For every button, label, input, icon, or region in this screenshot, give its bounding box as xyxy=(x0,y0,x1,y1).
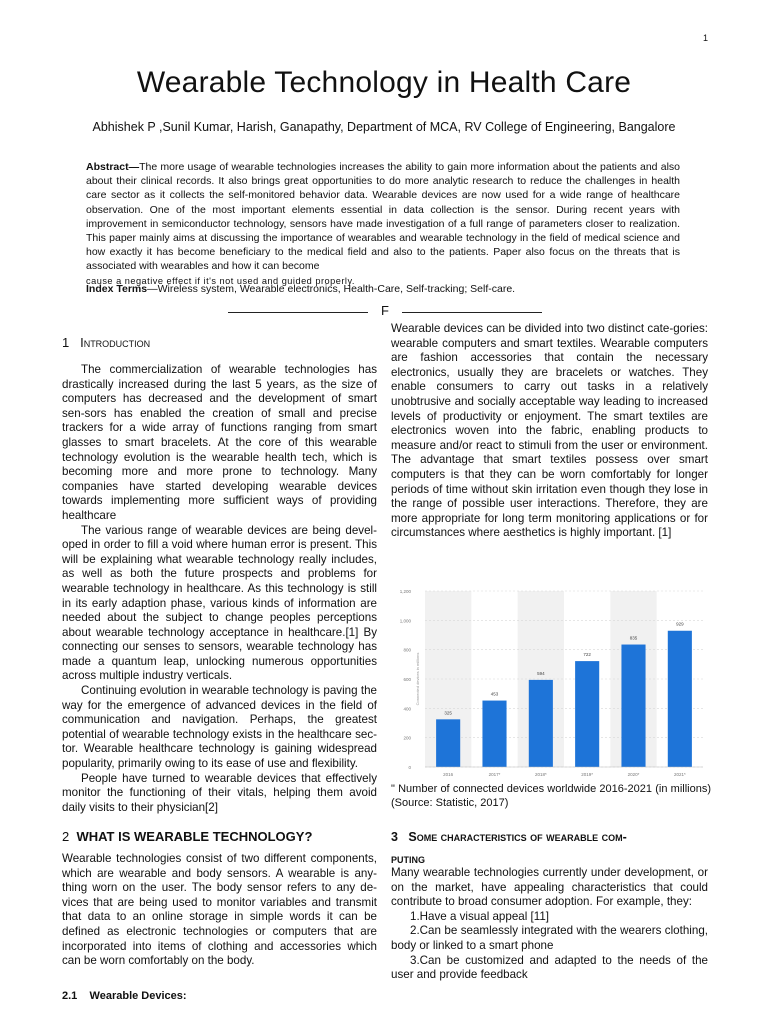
chart-caption-text: " Number of connected devices worldwide 2016-2021 (in millions) (Source: Statistic, 2017) xyxy=(391,783,711,809)
index-terms-label: Index Terms xyxy=(86,283,148,295)
characteristics-item: 1.Have a visual appeal [11] xyxy=(410,909,549,923)
intro-paragraph: The various range of wearable devices are being devel-oped in order to fill a void where human error is present. This will be explaining what wearable technology really includes, as well as both the future prospects and problems for wearable technology in healthcare. As this technology is still in its early adaption phase, various kinds of information are needed about the subject to change peoples perceptions about wearable technology acceptance in healthcare.[1] By connecting our senses to sensors, wearable technology has made a quantum leap, unlocking numerous opportunities across multiple industry verticals. xyxy=(62,523,377,683)
wearable-devices-title: Wearable Devices: xyxy=(89,990,187,1002)
chart-y-tick-label: 800 xyxy=(403,647,411,653)
devices-categories-body xyxy=(391,322,708,541)
divider-line-right xyxy=(402,312,542,313)
page-number: 1 xyxy=(702,33,708,43)
chart-data-label: 325 xyxy=(444,710,452,716)
devices-categories-paragraph: Wearable devices can be divided into two distinct cate-gories: wearable computers and smart textiles. Wearable computers are fashion accessories that contain the necessary electronics, usually they are bracelets or watches. They enable consumers to carry out tasks in a relatively unobtrusive and socially acceptable way leading to increased levels of productivity or enjoyment. The smart textiles are electronics woven into the fabric, enabling products to measure and/or react to stimuli from the user or environment. The advantage that smart textiles possess over smart computers is that they can be worn comfortably for longer periods of time without skin irritation even though they lose in the range of possible user interactions. Therefore, they are more appropriate for long term monitoring applications or for circumstances where aesthetics is highly important. [1] xyxy=(391,322,708,540)
abstract xyxy=(86,160,680,288)
abstract-label: Abstract— xyxy=(86,161,140,173)
what-is-number: 2 xyxy=(62,829,70,844)
chart-data-label: 453 xyxy=(490,691,499,697)
paper-title: Wearable Technology in Health Care xyxy=(136,66,632,99)
chart-caption xyxy=(391,782,711,810)
wearable-devices-heading xyxy=(62,990,187,1002)
characteristics-intro: Many wearable technologies currently under development, or on the market, have appealing characteristics that could contribute to broad consumer adoption. For example, they: xyxy=(391,866,708,909)
chart-y-tick-label: 0 xyxy=(408,765,411,770)
abstract-last-line: cause a negative effect if it's not used and guided properly. xyxy=(86,275,355,286)
intro-paragraph: The commercialization of wearable technologies has drastically increased during the last 5 years, as the size of computers has decreased and the development of smart sen-sors has enabled the creation of small and precise trackers for a wide array of functions ranging from smart glasses to smart bracelets. At the core of this wearable technology evolution is the wearable health tech, which is becoming more and more prone to technology. Many companies have started developing wearable devices towards implementing more sufficient ways of providing healthcare xyxy=(62,363,377,522)
chart-x-tick-label: 2016 xyxy=(443,772,454,777)
intro-paragraph: People have turned to wearable devices that effectively monitor the functioning of their vitals, helping them avoid daily visits to their physician[2] xyxy=(62,771,377,814)
intro-title: Introduction xyxy=(80,335,151,350)
chart-x-tick-label: 2018* xyxy=(534,772,547,777)
characteristics-body xyxy=(391,866,708,983)
intro-body xyxy=(62,363,377,815)
chart-y-axis-title: Connected devices in millions xyxy=(415,652,420,706)
chart-data-label: 594 xyxy=(537,670,545,676)
chart-data-label: 835 xyxy=(629,635,638,641)
what-is-title: WHAT IS WEARABLE TECHNOLOGY? xyxy=(76,829,313,844)
connected-devices-chart xyxy=(391,585,708,780)
chart-x-tick-label: 2019* xyxy=(581,772,594,777)
intro-heading xyxy=(62,335,150,350)
chart-data-label: 722 xyxy=(583,652,591,658)
chart-bar xyxy=(575,661,599,767)
intro-number: 1 xyxy=(62,335,70,350)
section-divider xyxy=(228,303,542,319)
abstract-text: The more usage of wearable technologies increases the ability to gain more information about the patients and also about their clinical records. It also brings great opportunities to do more analytic research to reduce the challenges in health care sector as it collects the self-monitored behavior data. Wearable devices are now used for a wide range of healthcare observation. One of the most important elements essential in data collection is the sensor. During recent years with improvement in semiconductor technology, sensors have made investigation of a full range of parameters closer to realization. This paper mainly aims at discussing the importance of wearables and wearable technology in the field of medical science and how exactly it has become beneficiary to the medical field and also to the patients. Paper also focus on the threats that is associated with wearables and how it can become xyxy=(86,161,680,273)
chart-y-tick-label: 200 xyxy=(403,735,411,741)
characteristics-number: 3 xyxy=(391,830,398,844)
characteristics-title-line1: Some characteristics of wearable com- xyxy=(408,830,627,844)
chart-bar xyxy=(482,701,506,767)
chart-bar xyxy=(668,631,692,767)
chart-x-tick-label: 2021* xyxy=(673,772,686,777)
what-is-body xyxy=(62,852,377,969)
chart-x-tick-label: 2020* xyxy=(627,772,640,777)
what-is-heading xyxy=(62,829,377,844)
wearable-devices-number: 2.1 xyxy=(62,990,78,1002)
chart-data-label: 929 xyxy=(676,621,684,627)
characteristics-item: 3.Can be customized and adapted to the needs of the user and provide feedback xyxy=(391,953,708,982)
index-terms-text: —Wireless system, Wearable electronics, Health-Care, Self-tracking; Self-care. xyxy=(147,283,516,295)
characteristics-item: 2.Can be seamlessly integrated with the wearers clothing, body or linked to a smart phone xyxy=(391,924,708,952)
divider-symbol: F xyxy=(381,303,389,318)
chart-x-tick-label: 2017* xyxy=(488,772,501,777)
chart-y-tick-label: 1,200 xyxy=(399,589,411,594)
chart-bar xyxy=(436,719,460,767)
what-is-paragraph: Wearable technologies consist of two different components, which are wearable and body sensors. A wearable is any-thing worn on the user. The body sensor refers to any de-vices that are being used to monitor variables and transmit that data to an online storage in simple words it can be defined as electronic technologies or computers that are incorporated into items of clothing and accessories which can be worn comfortably on the body. xyxy=(62,852,377,968)
divider-line-left xyxy=(228,312,368,313)
chart-y-tick-label: 1,000 xyxy=(399,618,411,624)
chart-bar xyxy=(529,680,553,767)
characteristics-title-line2: puting xyxy=(391,852,426,866)
chart-bar xyxy=(621,645,645,767)
chart-y-tick-label: 400 xyxy=(403,706,411,712)
authors-line: Abhishek P ,Sunil Kumar, Harish, Ganapathy, Department of MCA, RV College of Engineering, Bangalore xyxy=(92,120,676,134)
chart-y-tick-label: 600 xyxy=(403,677,411,682)
characteristics-heading xyxy=(391,826,708,870)
intro-paragraph: Continuing evolution in wearable technology is paving the way for the emergence of advanced devices in the field of communication and navigation. Perhaps, the greatest potential of wearable technology exists in the healthcare sec-tor. Wearable healthcare technology is gaining widespread popularity, primarily owing to its ease of use and flexibility. xyxy=(62,684,377,771)
index-terms xyxy=(86,283,680,295)
